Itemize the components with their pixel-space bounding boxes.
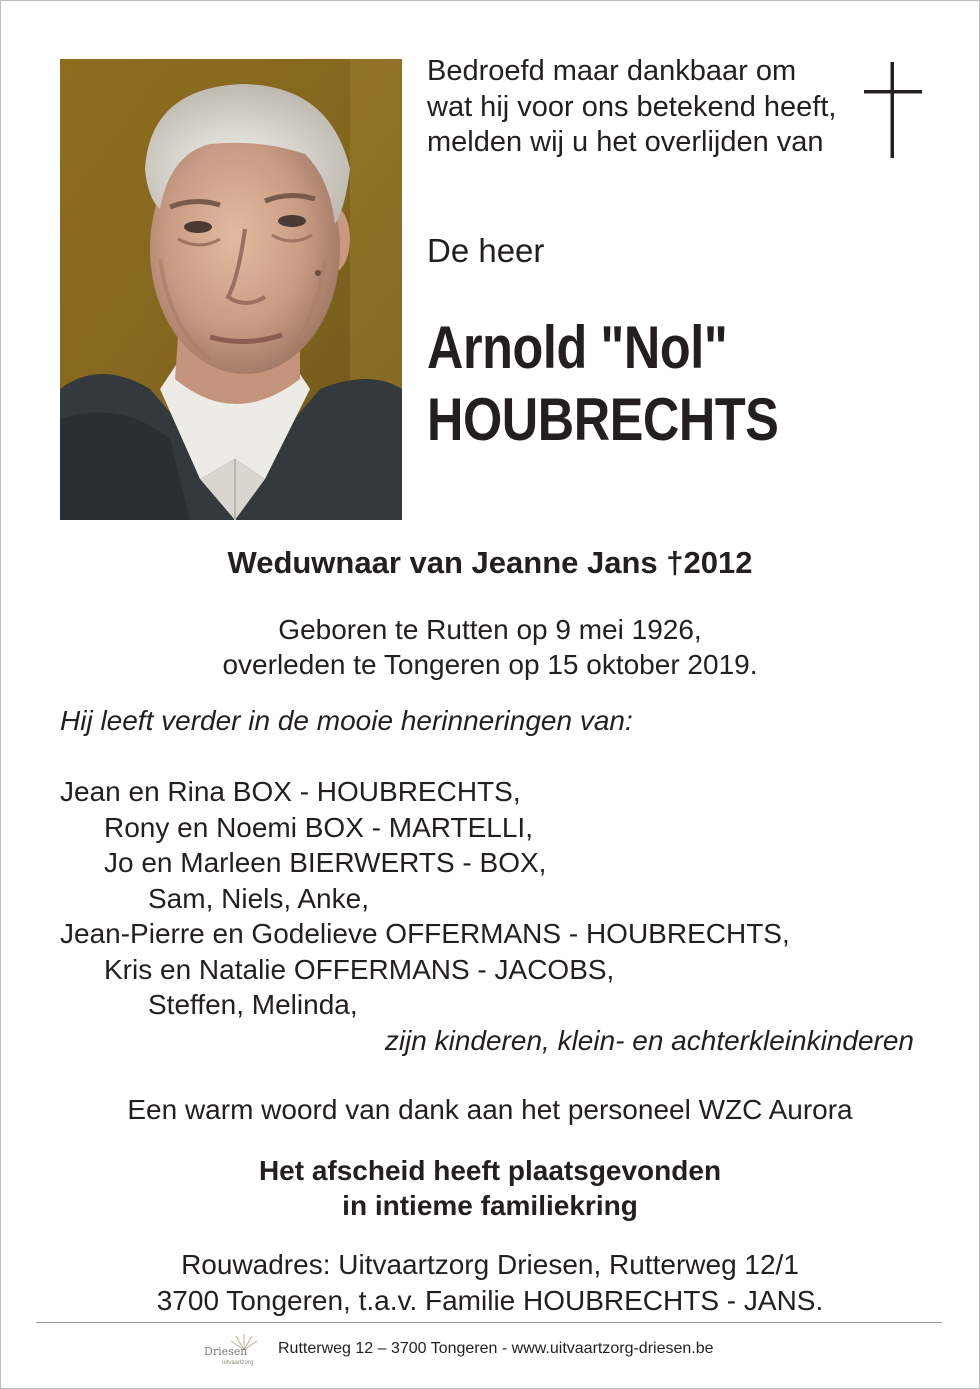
- mourning-address: [0, 1247, 980, 1319]
- thanks-line: Een warm woord van dank aan het personeel WZC Aurora: [127, 1094, 853, 1125]
- cross-icon: [864, 62, 922, 158]
- family-relation: zijn kinderen, klein- en achterkleinkinderen: [384, 1024, 914, 1056]
- family-list: [60, 774, 920, 1058]
- farewell-line: in intieme familiekring: [342, 1190, 638, 1221]
- family-member: Jo en Marleen BIERWERTS - BOX,: [104, 847, 547, 878]
- address-line: 3700 Tongeren, t.a.v. Familie HOUBRECHTS - JANS.: [156, 1285, 824, 1316]
- logo-subtext: uitvaartzorg: [222, 1360, 254, 1366]
- address-line: Rouwadres: Uitvaartzorg Driesen, Rutterweg 12/1: [181, 1249, 799, 1280]
- birth-death-info: [0, 612, 980, 682]
- deceased-first-name: Arnold "Nol": [427, 314, 728, 381]
- family-member: Jean-Pierre en Godelieve OFFERMANS - HOUBRECHTS,: [60, 918, 790, 949]
- family-member: Rony en Noemi BOX - MARTELLI,: [104, 811, 533, 843]
- family-member: Steffen, Melinda,: [148, 989, 358, 1020]
- salutation: De heer: [427, 232, 545, 269]
- deceased-name: [427, 312, 778, 456]
- farewell-notice: [0, 1153, 980, 1223]
- death-line: overleden te Tongeren op 15 oktober 2019.: [222, 649, 758, 680]
- driesen-logo: [204, 1330, 262, 1366]
- widower-line: Weduwnaar van Jeanne Jans †2012: [227, 545, 753, 580]
- logo-text: Driesen: [204, 1345, 248, 1358]
- intro-text: Bedroefd maar dankbaar om wat hij voor ons betekend heeft, melden wij u het overlijden van: [427, 55, 837, 158]
- footer-contact: Rutterweg 12 – 3700 Tongeren - www.uitvaartzorg-driesen.be: [278, 1340, 714, 1357]
- deceased-last-name: HOUBRECHTS: [427, 386, 779, 453]
- family-member: Sam, Niels, Anke,: [148, 882, 369, 914]
- family-member: Kris en Natalie OFFERMANS - JACOBS,: [104, 953, 615, 985]
- portrait-photo: [60, 59, 402, 520]
- family-member: Jean en Rina BOX - HOUBRECHTS,: [60, 776, 521, 807]
- memories-intro: Hij leeft verder in de mooie herinneringen van:: [60, 705, 633, 736]
- birth-line: Geboren te Rutten op 9 mei 1926,: [278, 614, 702, 645]
- footer-divider: [36, 1322, 942, 1323]
- farewell-line: Het afscheid heeft plaatsgevonden: [258, 1155, 722, 1186]
